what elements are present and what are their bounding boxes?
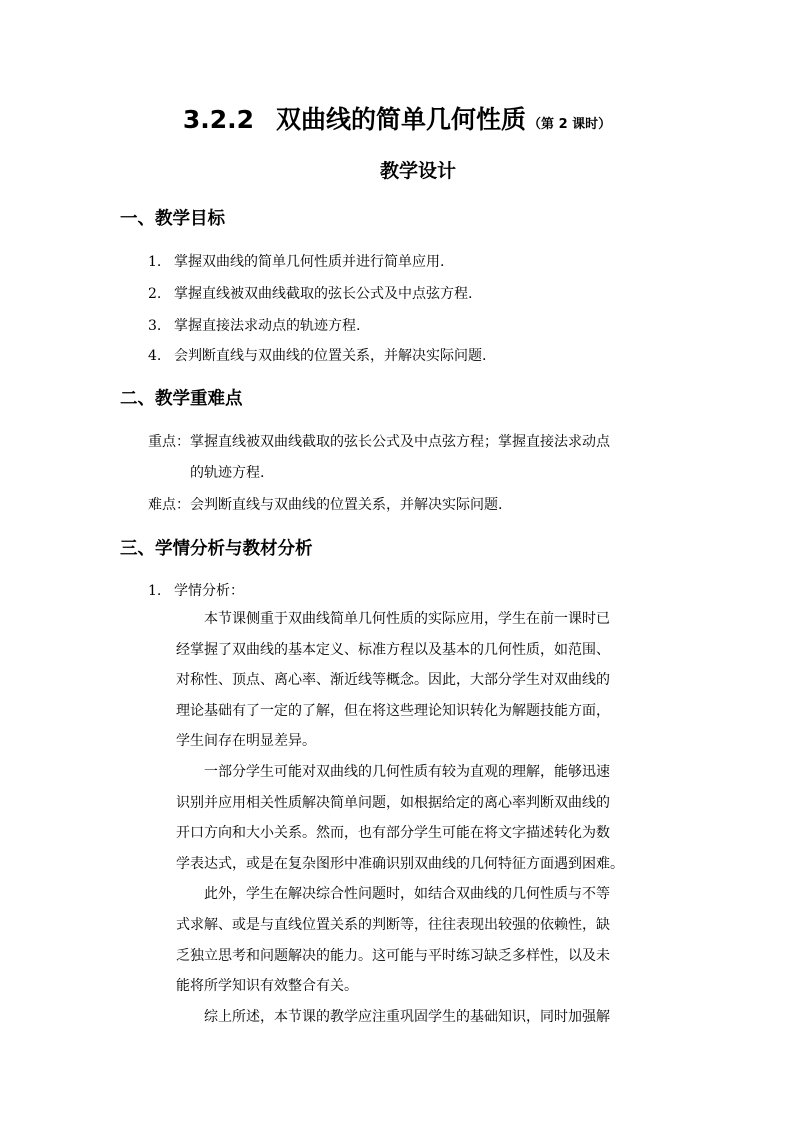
- paragraph-line: 学生间存在明显差异。: [176, 733, 316, 750]
- paragraph-line: 对称性、顶点、离心率、渐近线等概念。因此，大部分学生对双曲线的: [176, 672, 610, 689]
- objective-item: [148, 315, 360, 335]
- item-text: 会判断直线与双曲线的位置关系，并解决实际问题.: [174, 348, 487, 364]
- paragraph-line: 本节课侧重于双曲线简单几何性质的实际应用，学生在前一课时已: [204, 611, 610, 627]
- section-heading-objectives: 一、教学目标: [120, 209, 225, 229]
- paragraph-line: 一部分学生可能对双曲线的几何性质有较为直观的理解，能够迅速: [204, 763, 610, 780]
- section-heading-key-points: 二、教学重难点: [120, 389, 243, 409]
- paragraph-line: 能将所学知识有效整合有关。: [176, 978, 358, 995]
- section-heading-analysis: 三、学情分析与教材分析: [120, 539, 313, 559]
- item-number: 4.: [148, 348, 162, 364]
- item-text: 掌握双曲线的简单几何性质并进行简单应用.: [174, 254, 445, 270]
- paragraph-line: 经掌握了双曲线的基本定义、标准方程以及基本的几何性质，如范围、: [176, 641, 610, 658]
- paragraph-line: 理论基础有了一定的了解，但在将这些理论知识转化为解题技能方面，: [176, 702, 610, 719]
- title-text: 双曲线的简单几何性质: [276, 105, 527, 134]
- item-number: 1.: [148, 583, 162, 599]
- paragraph-line: 学表达式，或是在复杂图形中准确识别双曲线的几何特征方面遇到困难。: [176, 855, 624, 872]
- item-text: 学情分析：: [174, 583, 244, 599]
- paragraph: [176, 604, 676, 1032]
- difficult-point-line: 难点：会判断直线与双曲线的位置关系，并解决实际问题.: [148, 497, 503, 513]
- title-lesson-note: （第 2 课时）: [528, 117, 612, 132]
- paragraph-line: 式求解、或是与直线位置关系的判断等，往往表现出较强的依赖性，缺: [176, 916, 610, 933]
- paragraph-line: 开口方向和大小关系。然而，也有部分学生可能在将文字描述转化为数: [176, 825, 610, 842]
- item-number: 1.: [148, 254, 162, 270]
- objective-item: [148, 251, 444, 271]
- item-text: 掌握直接法求动点的轨迹方程.: [174, 318, 361, 334]
- paragraph-line: 乏独立思考和问题解决的能力。这可能与平时练习缺乏多样性，以及未: [176, 947, 610, 964]
- sub-item-heading: [148, 580, 244, 600]
- item-number: 3.: [148, 318, 162, 334]
- title-section-number: 3.2.2: [182, 105, 255, 134]
- item-text: 掌握直线被双曲线截取的弦长公式及中点弦方程.: [174, 286, 473, 302]
- item-number: 2.: [148, 286, 162, 302]
- paragraph-line: 识别并应用相关性质解决简单问题，如根据给定的离心率判断双曲线的: [176, 794, 610, 811]
- paragraph-line: 此外，学生在解决综合性问题时，如结合双曲线的几何性质与不等: [204, 886, 610, 903]
- key-point-line-continued: 的轨迹方程.: [190, 465, 265, 481]
- page-subtitle: 教学设计: [379, 160, 456, 182]
- page-title: [0, 100, 794, 136]
- objective-item: [148, 345, 486, 365]
- key-point-line: 重点：掌握直线被双曲线截取的弦长公式及中点弦方程；掌握直接法求动点: [148, 434, 610, 450]
- objective-item: [148, 283, 472, 303]
- paragraph-line: 综上所述，本节课的教学应注重巩固学生的基础知识，同时加强解: [204, 1008, 610, 1025]
